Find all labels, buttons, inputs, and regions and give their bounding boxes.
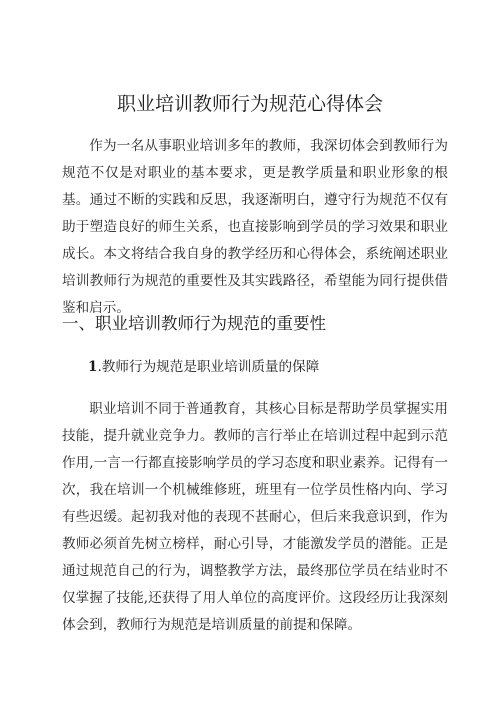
subsection-title: .教师行为规范是职业培训质量的保障 [97, 359, 320, 375]
body-paragraph: 职业培训不同于普通教育，其核心目标是帮助学员掌握实用技能，提升就业竞争力。教师的言行举止在培训过程中起到示范作用,一言一行都直接影响学员的学习态度和职业素养。记得有一次，我在培训一个机械维修班，班里有一位学员性格内向、学习有些迟缓。起初我对他的表现不甚耐心，但后来我意识到，作为教师必须首先树立榜样，耐心引导，才能激发学员的潜能。正是通过规范自己的行为，调整教学方法，最终那位学员在结业时不仅掌握了技能,还获得了用人单位的高度评价。这段经历让我深刻体会到，教师行为规范是培训质量的前提和保障。 [62, 401, 448, 633]
subsection-heading [88, 357, 319, 377]
intro-paragraph: 作为一名从事职业培训多年的教师，我深切体会到教师行为规范不仅是对职业的基本要求，更是教学质量和职业形象的根基。通过不断的实践和反思，我逐渐明白，遵守行为规范不仅有助于塑造良好的师生关系，也直接影响到学员的学习效果和职业成长。本文将结合我自身的教学经历和心得体会，系统阐述职业培训教师行为规范的重要性及其实践路径，希望能为同行提供借鉴和启示。 [62, 138, 448, 316]
subsection-number: 1 [88, 359, 98, 375]
document-title: 职业培训教师行为规范心得体会 [116, 93, 383, 115]
section-heading: 一、职业培训教师行为规范的重要性 [62, 314, 326, 333]
